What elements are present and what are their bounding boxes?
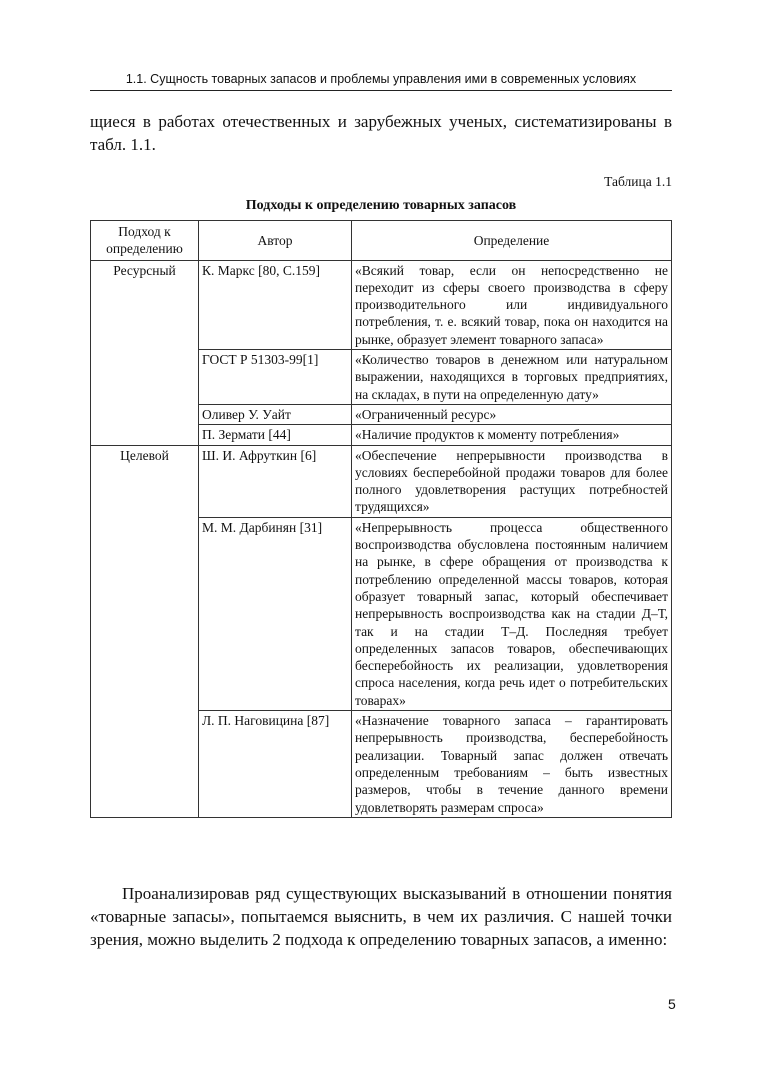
definition-cell: «Непрерывность процесса общественного воспроизводства обусловлена постоянным наличием на рынке, в сфере обращения от производства к потреблению определенной массы товаров, которая образует товарный запас, который обеспечивает непрерывность воспроизводства как на стадии Д–Т, так и на стадии Т–Д. Последняя требует определенных запасов товаров, обеспечивающих бесперебойность их реализации, удовлетворения спроса населения, когда речь идет о потребительских товарах»	[352, 517, 672, 710]
author-cell: Ш. И. Афруткин [6]	[199, 445, 352, 517]
definition-cell: «Количество товаров в денежном или натуральном выражении, находящихся в торговых предприятиях, на складах, в пути на определенную дату»	[352, 350, 672, 405]
page-number: 5	[668, 996, 676, 1012]
header-approach: Подход к определению	[91, 221, 199, 261]
definition-cell: «Назначение товарного запаса – гарантировать непрерывность производства, бесперебойность реализации. Товарный запас должен отвечать определенным требованиям – быть известных размеров, чтобы в течение данного времени удовлетворять размерам спроса»	[352, 711, 672, 818]
table-label: Таблица 1.1	[604, 174, 672, 189]
definition-cell: «Ограниченный ресурс»	[352, 404, 672, 424]
definitions-table	[90, 220, 672, 818]
author-cell: Оливер У. Уайт	[199, 404, 352, 424]
header-author: Автор	[199, 221, 352, 261]
table-title: Подходы к определению товарных запасов	[245, 198, 517, 213]
author-cell: К. Маркс [80, С.159]	[199, 260, 352, 349]
closing-paragraph: Проанализировав ряд существующих высказываний в отношении понятия «товарные запасы», попытаемся выяснить, в чем их различия. С нашей точки зрения, можно выделить 2 подхода к определению товарных запасов, а именно:	[90, 884, 672, 949]
approach-cell: Целевой	[91, 445, 199, 817]
approach-cell: Ресурсный	[91, 260, 199, 445]
intro-paragraph: щиеся в работах отечественных и зарубежных ученых, систематизированы в табл. 1.1.	[90, 112, 672, 154]
running-header: 1.1. Сущность товарных запасов и проблемы управления ими в современных условиях	[90, 72, 672, 91]
header-definition: Определение	[352, 221, 672, 261]
author-cell: М. М. Дарбинян [31]	[199, 517, 352, 710]
author-cell: П. Зермати [44]	[199, 425, 352, 445]
table-row	[91, 260, 672, 349]
author-cell: Л. П. Наговицина [87]	[199, 711, 352, 818]
table-header-row	[91, 221, 672, 261]
table-row	[91, 445, 672, 517]
definition-cell: «Обеспечение непрерывности производства в условиях бесперебойной продажи товаров для более полного удовлетворения растущих потребностей трудящихся»	[352, 445, 672, 517]
author-cell: ГОСТ Р 51303-99[1]	[199, 350, 352, 405]
definition-cell: «Всякий товар, если он непосредственно не переходит из сферы своего производства в сферу производительного или индивидуального потребления, т. е. всякий товар, пока он находится на рынке, образует элемент товарного запаса»	[352, 260, 672, 349]
definition-cell: «Наличие продуктов к моменту потребления»	[352, 425, 672, 445]
